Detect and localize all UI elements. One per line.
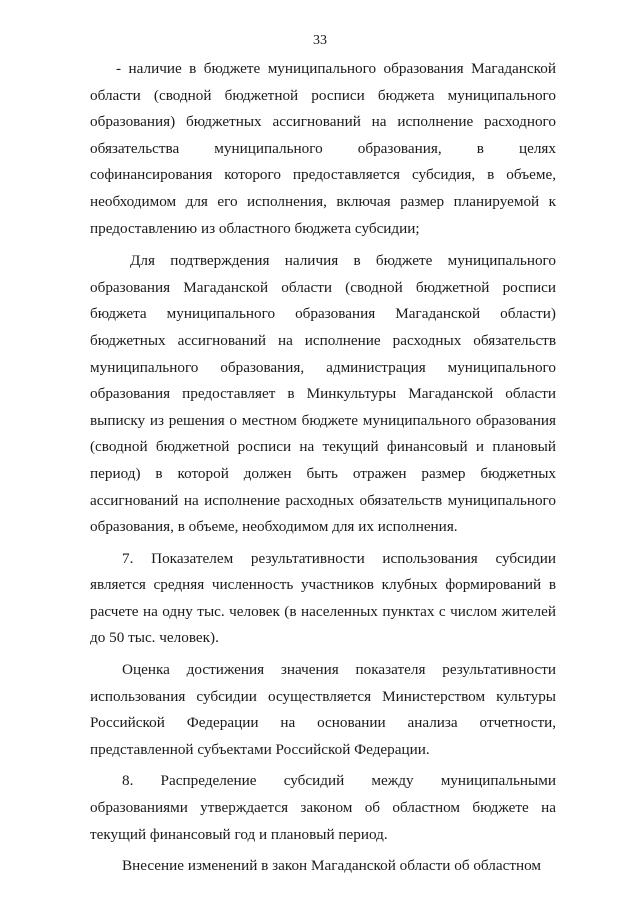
document-body bbox=[90, 56, 556, 880]
paragraph-confirmation: Для подтверждения наличия в бюджете муниципального образования Магаданской области (сводной бюджетной росписи бюджета муниципального образования Магаданской области) бюджетных ассигнований на исполнение расходных обязательств муниципального образования, администрация муниципального образования предоставляет в Минкультуры Магаданской области выписку из решения о местном бюджете муниципального образования (сводной бюджетной росписи на текущий финансовый и плановый период) в которой должен быть отражен размер бюджетных ассигнований на исполнение расходных обязательств муниципального образования, в объеме, необходимом для их исполнения. bbox=[90, 252, 556, 536]
paragraph-budget-availability: - наличие в бюджете муниципального образования Магаданской области (сводной бюджетной росписи бюджета муниципального образования) бюджетных ассигнований на исполнение расходного обязательства муниципального образования, в целях софинансирования которого предоставляется субсидия, в объеме, необходимом для его исполнения, включая размер планируемой к предоставлению из областного бюджета субсидии; bbox=[90, 60, 556, 237]
paragraph-evaluation: Оценка достижения значения показателя результативности использования субсидии осуществляется Министерством культуры Российской Федерации на основании анализа отчетности, представленной субъектами Российской Федерации. bbox=[90, 661, 556, 758]
page-number: 33 bbox=[313, 33, 327, 48]
paragraph-amendments: Внесение изменений в закон Магаданской области об областном bbox=[122, 857, 542, 875]
paragraph-item-8: 8. Распределение субсидий между муниципальными образованиями утверждается законом об областном бюджете на текущий финансовый год и плановый период. bbox=[90, 772, 556, 843]
paragraph-item-7: 7. Показателем результативности использования субсидии является средняя численность участников клубных формирований в расчете на одну тыс. человек (в населенных пунктах с числом жителей до 50 тыс. человек). bbox=[90, 549, 556, 647]
